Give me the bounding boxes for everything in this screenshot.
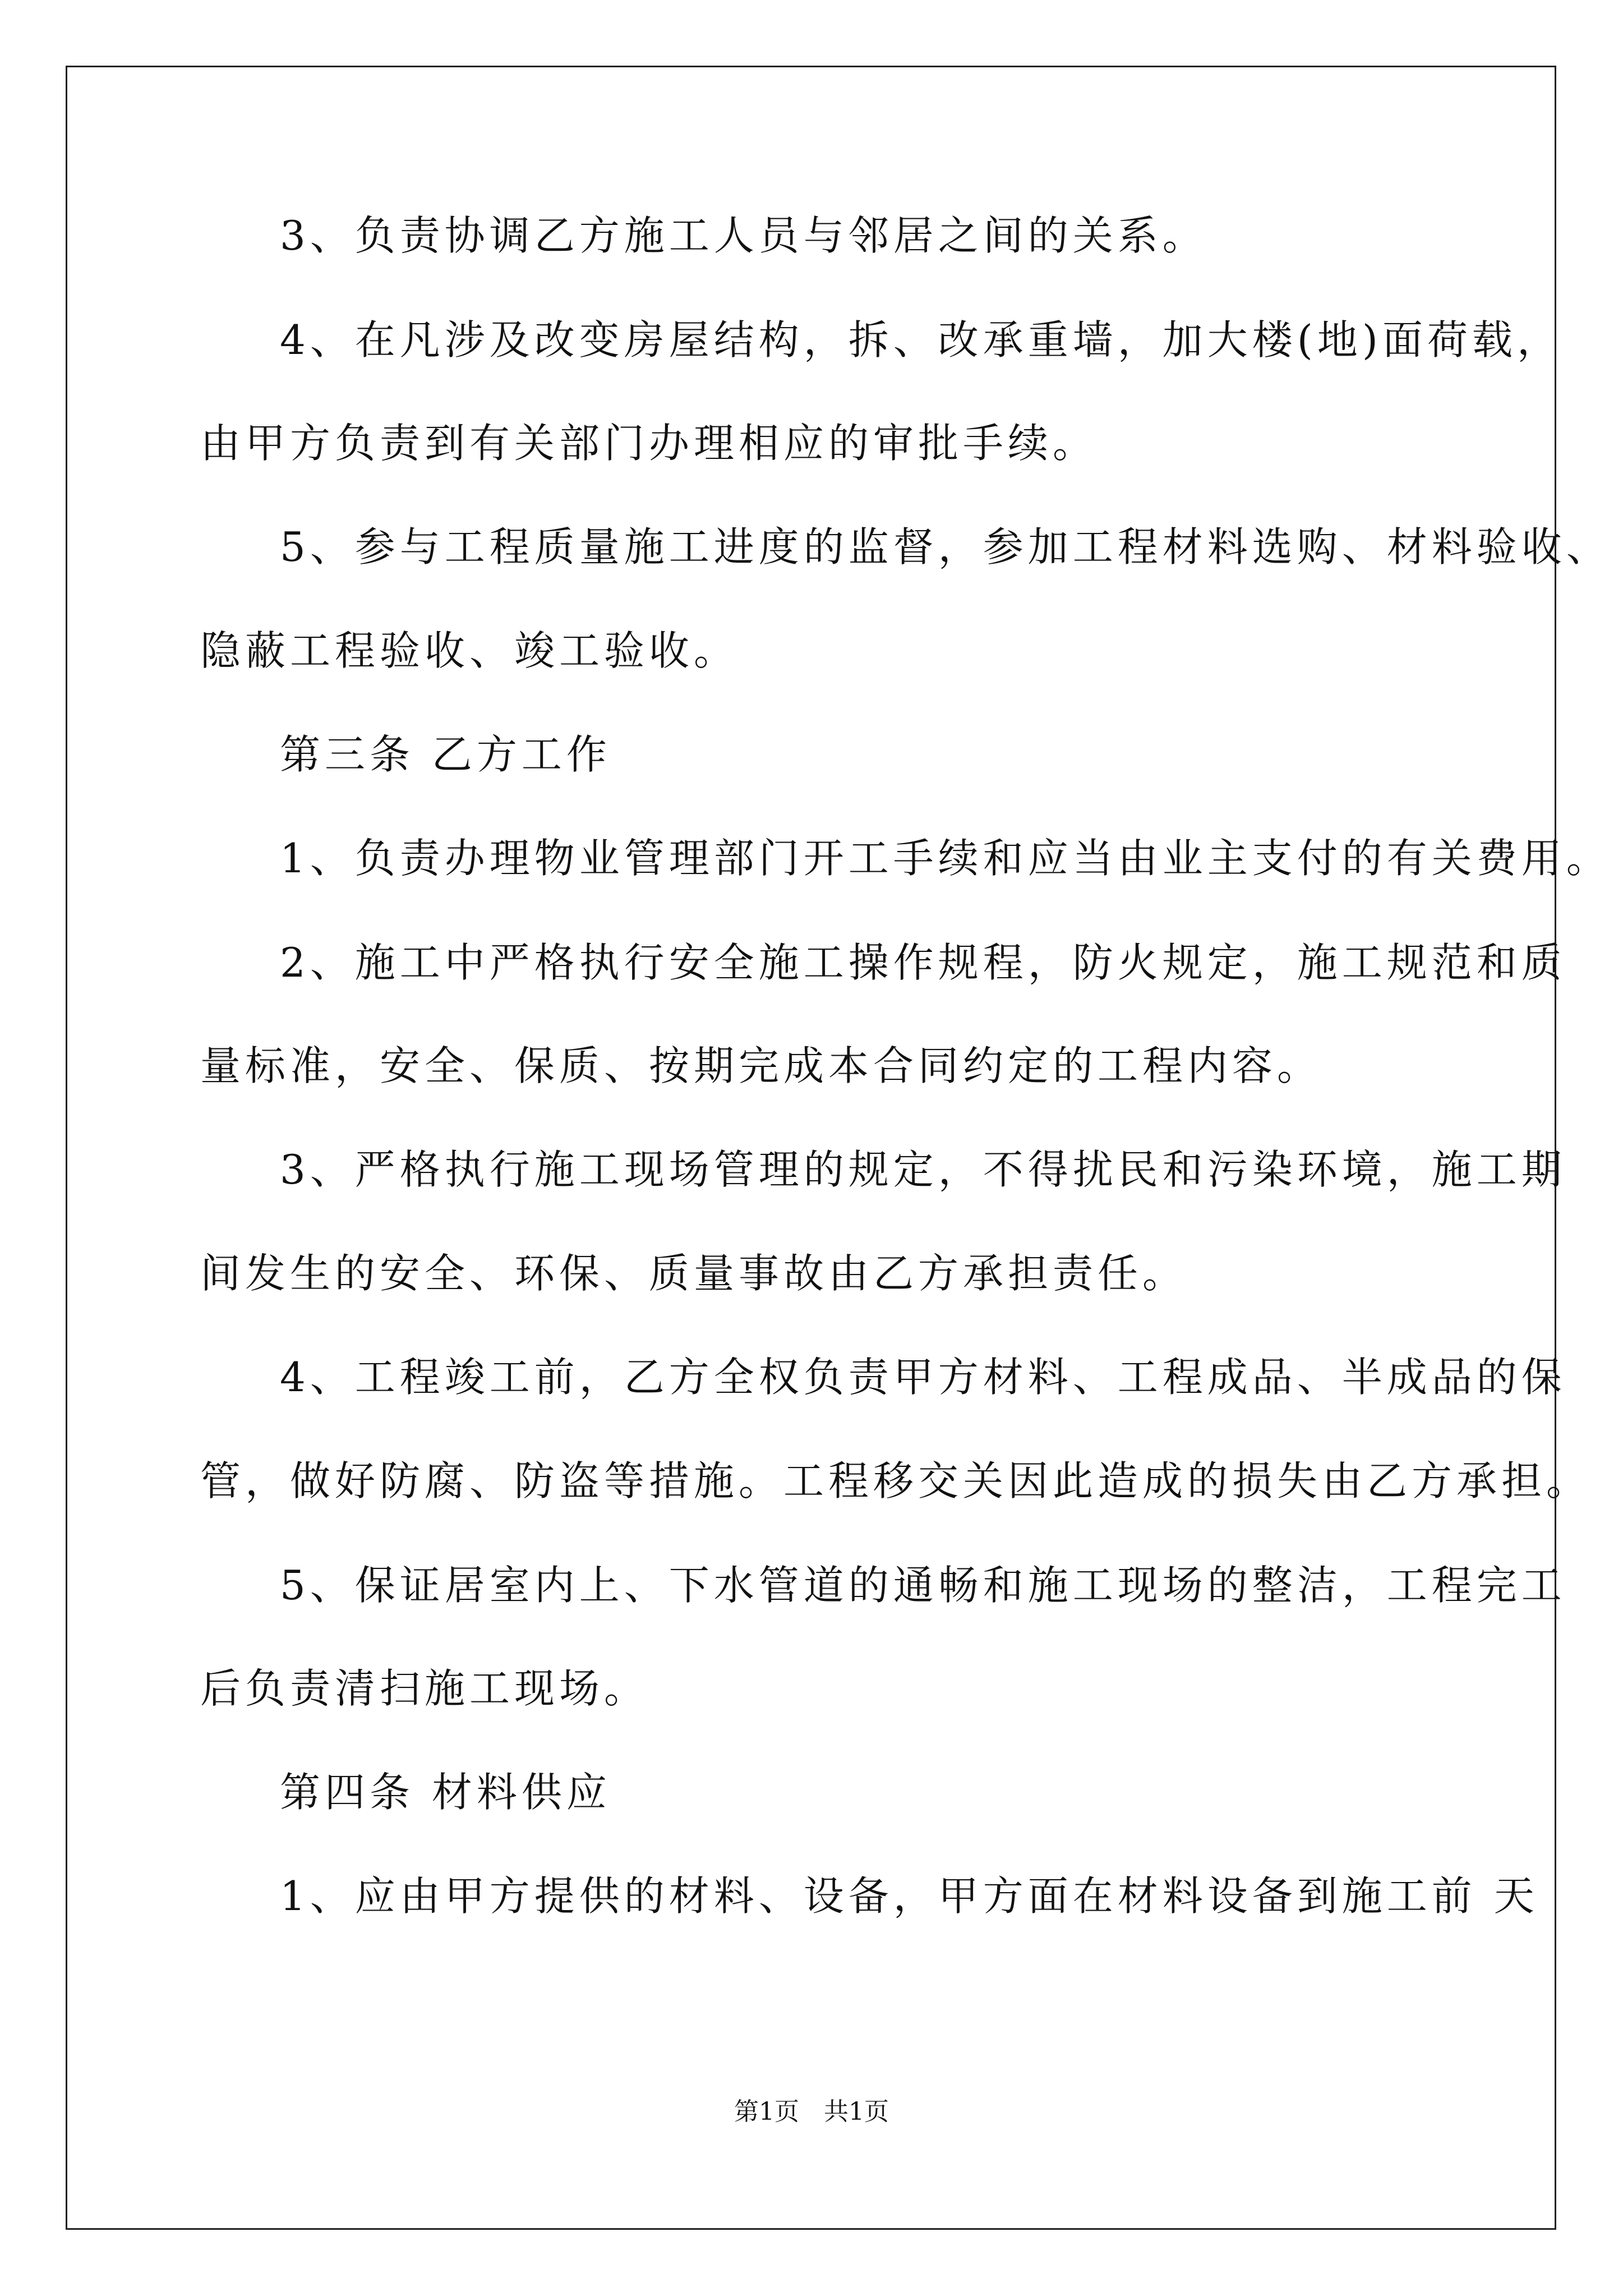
paragraph-line: 2、施工中严格执行安全施工操作规程，防火规定，施工规范和质: [280, 939, 1566, 986]
paragraph-line: 1、负责办理物业管理部门开工手续和应当由业主支付的有关费用。: [280, 835, 1611, 882]
paragraph-line: 3、严格执行施工现场管理的规定，不得扰民和污染环境，施工期: [280, 1146, 1566, 1193]
section-heading: 第三条 乙方工作: [280, 731, 611, 778]
section-heading: 第四条 材料供应: [280, 1769, 611, 1816]
paragraph-line: 1、应由甲方提供的材料、设备，甲方面在材料设备到施工前 天: [280, 1872, 1539, 1920]
paragraph-line: 4、工程竣工前，乙方全权负责甲方材料、工程成品、半成品的保: [280, 1354, 1566, 1401]
paragraph-line: 量标准，安全、保质、按期完成本合同约定的工程内容。: [200, 1042, 1322, 1089]
paragraph-line: 4、在凡涉及改变房屋结构，拆、改承重墙，加大楼(地)面荷载，: [280, 316, 1562, 364]
paragraph-line: 间发生的安全、环保、质量事故由乙方承担责任。: [200, 1250, 1188, 1297]
paragraph-line: 由甲方负责到有关部门办理相应的审批手续。: [200, 420, 1098, 467]
paragraph-line: 5、参与工程质量施工进度的监督，参加工程材料选购、材料验收、: [280, 523, 1611, 570]
paragraph-line: 3、负责协调乙方施工人员与邻居之间的关系。: [280, 212, 1207, 259]
paragraph-line: 后负责清扫施工现场。: [200, 1665, 649, 1712]
paragraph-line: 隐蔽工程验收、竣工验收。: [200, 627, 739, 674]
paragraph-line: 管，做好防腐、防盗等措施。工程移交关因此造成的损失由乙方承担。: [200, 1457, 1592, 1504]
page-footer: 第1页 共1页: [734, 2097, 889, 2126]
paragraph-line: 5、保证居室内上、下水管道的通畅和施工现场的整洁，工程完工: [280, 1562, 1566, 1609]
